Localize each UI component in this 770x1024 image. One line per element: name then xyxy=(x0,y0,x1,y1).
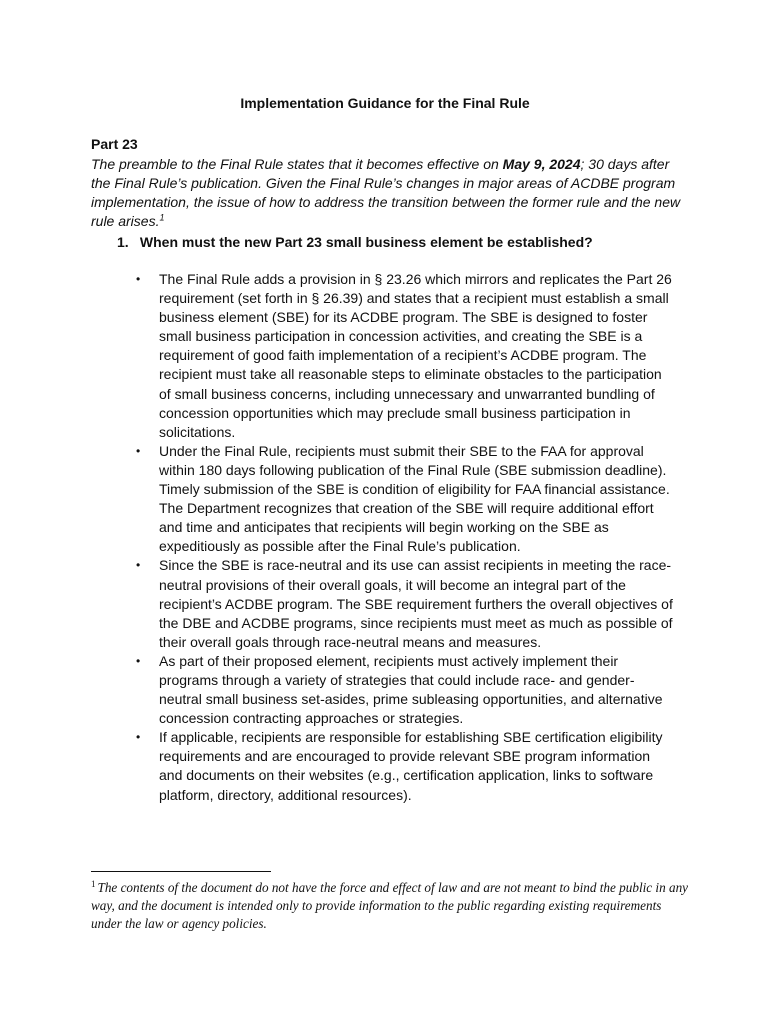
footnote-divider xyxy=(91,871,271,872)
bullet-icon: • xyxy=(136,653,141,668)
question-number: 1. xyxy=(117,234,129,250)
effective-date: May 9, 2024 xyxy=(502,156,581,172)
bullet-item xyxy=(0,270,675,442)
preamble-text-end: ; 30 days after the Final Rule’s publication. Given the Final Rule’s changes in major areas of ACDBE program implementation, the issue of how to address the transition between the former rule and the new rule arises. xyxy=(91,156,681,229)
bullet-icon: • xyxy=(136,558,141,573)
bullet-icon: • xyxy=(136,730,141,745)
bullet-item xyxy=(0,442,675,557)
bullet-item xyxy=(0,556,675,651)
bullet-item xyxy=(0,652,675,728)
footnote xyxy=(91,879,691,933)
document-title: Implementation Guidance for the Final Rule xyxy=(240,95,530,111)
question-text: When must the new Part 23 small business element be established? xyxy=(139,234,593,250)
bullet-text: Under the Final Rule, recipients must submit their SBE to the FAA for approval within 180 days following publication of the Final Rule (SBE submission deadline). Timely submission of the SBE is condition of eligibility for FAA financial assistance. The Department recognizes that creation of the SBE will require additional effort and time and anticipates that recipients will begin working on the SBE as expeditiously as possible after the Final Rule’s publication. xyxy=(159,442,670,555)
footnote-text: The contents of the document do not have the force and effect of law and are not meant to bind the public in any way, and the document is intended only to provide information to the public regarding existing requirements under the law or agency policies. xyxy=(91,880,689,931)
bullet-list xyxy=(0,270,770,805)
bullet-item xyxy=(0,728,675,804)
bullet-icon: • xyxy=(136,272,141,286)
bullet-text: As part of their proposed element, recipients must actively implement their programs through a variety of strategies that could include race- and gender-neutral small business set-asides, prime subleasing opportunities, and alternative concession contracting approaches or strategies. xyxy=(159,652,663,727)
question-heading xyxy=(117,234,593,250)
footnote-number: 1 xyxy=(91,878,96,889)
bullet-icon: • xyxy=(136,443,141,458)
bullet-text: Since the SBE is race-neutral and its use can assist recipients in meeting the race-neutral provisions of their overall goals, it will become an integral part of the recipient’s ACDBE program. The SBE requirement furthers the overall objectives of the DBE and ACDBE programs, since recipients must meet as much as possible of their overall goals through race-neutral means and measures. xyxy=(159,557,673,650)
footnote-reference[interactable]: 1 xyxy=(159,212,165,223)
preamble-text-start: The preamble to the Final Rule states that it becomes effective on xyxy=(91,156,503,172)
preamble-paragraph xyxy=(91,155,691,231)
bullet-text: If applicable, recipients are responsible for establishing SBE certification eligibility requirements and are encouraged to provide relevant SBE program information and documents on their websites (e.g., certification application, links to software platform, directory, additional resources). xyxy=(159,729,663,803)
bullet-text: The Final Rule adds a provision in § 23.26 which mirrors and replicates the Part 26 requirement (set forth in § 26.39) and states that a recipient must establish a small business element (SBE) for its ACDBE program. The SBE is designed to foster small business participation in concession activities, and creating the SBE is a requirement of good faith implementation of a recipient’s ACDBE program. The recipient must take all reasonable steps to eliminate obstacles to the participation of small business concerns, including unnecessary and unwarranted bundling of concession opportunities which may preclude small business participation in solicitations. xyxy=(159,271,672,440)
part-heading: Part 23 xyxy=(91,136,138,152)
